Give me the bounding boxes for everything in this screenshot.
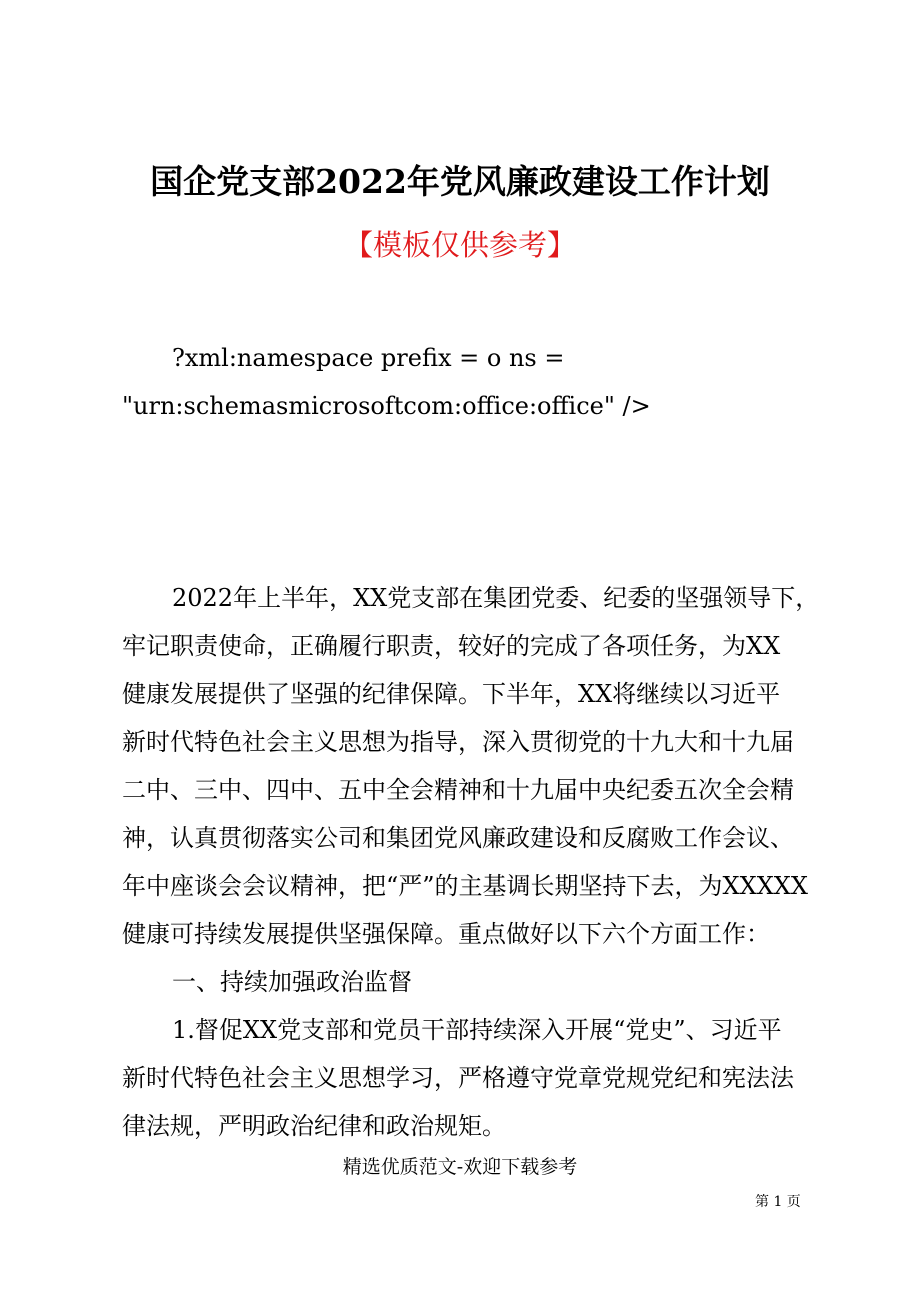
- intro-line-3: 健康发展提供了坚强的纪律保障。下半年，XX将继续以习近平: [122, 680, 781, 708]
- intro-line-2: 牢记职责使命，正确履行职责，较好的完成了各项任务，为XX: [122, 632, 781, 660]
- section-heading: 一、持续加强政治监督: [172, 968, 412, 996]
- intro-line-8: 健康可持续发展提供坚强保障。重点做好以下六个方面工作：: [122, 920, 770, 948]
- intro-line-6: 神，认真贯彻落实公司和集团党风廉政建设和反腐败工作会议、: [122, 824, 794, 852]
- item-line-2: 新时代特色社会主义思想学习，严格遵守党章党规党纪和宪法法: [122, 1064, 794, 1092]
- xml-line-2: "urn:schemasmicrosoftcom:office:office" />: [122, 392, 651, 420]
- page-number: 第 1 页: [755, 1194, 801, 1210]
- footer-note: 精选优质范文-欢迎下载参考: [342, 1156, 578, 1178]
- intro-line-4: 新时代特色社会主义思想为指导，深入贯彻党的十九大和十九届: [122, 728, 794, 756]
- item-line-1: 1.督促XX党支部和党员干部持续深入开展“党史”、习近平: [172, 1016, 782, 1044]
- xml-line-1: ?xml:namespace prefix = o ns =: [172, 344, 565, 372]
- intro-line-7: 年中座谈会会议精神，把“严”的主基调长期坚持下去，为XXXXX: [122, 872, 808, 900]
- intro-line-1: 2022年上半年，XX党支部在集团党委、纪委的坚强领导下，: [172, 584, 820, 612]
- document-title: 国企党支部2022年党风廉政建设工作计划: [150, 162, 770, 201]
- intro-line-5: 二中、三中、四中、五中全会精神和十九届中央纪委五次全会精: [122, 776, 794, 804]
- item-line-3: 律法规，严明政治纪律和政治规矩。: [122, 1112, 506, 1140]
- document-subtitle: 【模板仅供参考】: [343, 228, 576, 262]
